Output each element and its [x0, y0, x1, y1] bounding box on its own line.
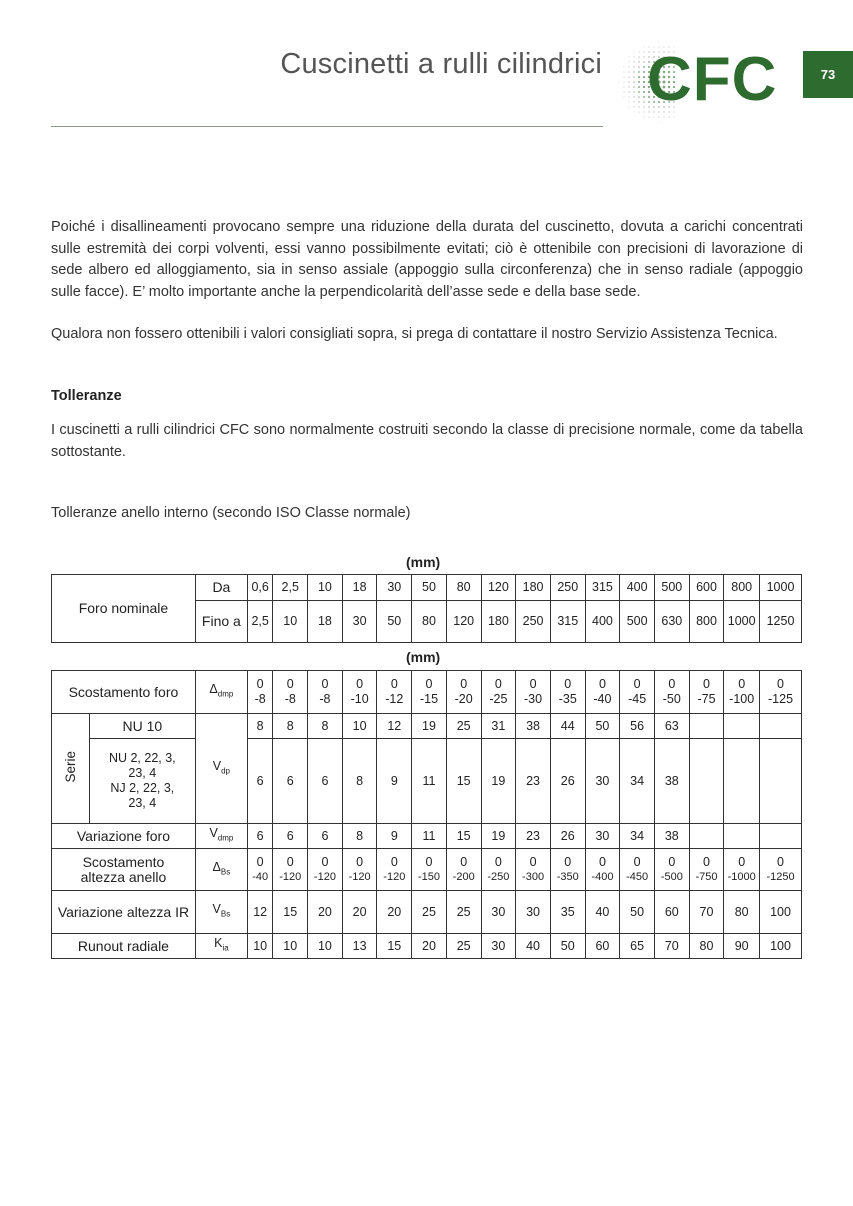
variazione-foro-cell: 19: [481, 824, 516, 849]
nu10-value-cell: 10: [342, 714, 377, 739]
nu10-value-cell: 56: [620, 714, 655, 739]
nu10-value-cell: 19: [412, 714, 447, 739]
variazione-altezza-cell: 30: [481, 891, 516, 934]
runout-radiale-cell: 10: [308, 934, 343, 959]
variazione-foro-cell: 6: [273, 824, 308, 849]
serie-other-value-cell: 6: [273, 739, 308, 824]
serie-cell: [52, 714, 90, 824]
foro-da-cell: 315: [585, 575, 620, 601]
nu10-value-cell: 25: [446, 714, 481, 739]
foro-fino-cell: 18: [308, 601, 343, 643]
serie-label: Serie: [62, 750, 78, 783]
foro-da-cell: 0,6: [247, 575, 273, 601]
scostamento-altezza-cell: 0 -1000: [724, 849, 760, 891]
nu10-value-cell: 38: [516, 714, 551, 739]
serie-other-value-cell: [689, 739, 724, 824]
nu10-value-cell: 31: [481, 714, 516, 739]
delta-dmp-symbol: $\Delta_{dmp}$: [195, 671, 247, 714]
runout-radiale-cell: 25: [446, 934, 481, 959]
serie-other-label: NU 2, 22, 3, 23, 4 NJ 2, 22, 3, 23, 4: [89, 739, 195, 824]
scostamento-foro-cell: 0 -35: [550, 671, 585, 714]
nu10-value-cell: 12: [377, 714, 412, 739]
foro-fino-cell: 30: [342, 601, 377, 643]
variazione-foro-cell: 8: [342, 824, 377, 849]
scostamento-altezza-cell: 0 -40: [247, 849, 273, 891]
scostamento-altezza-cell: 0 -150: [412, 849, 447, 891]
foro-da-cell: 50: [412, 575, 447, 601]
runout-radiale-cell: 10: [247, 934, 273, 959]
foro-fino-cell: 800: [689, 601, 724, 643]
scostamento-foro-cell: 0 -8: [273, 671, 308, 714]
variazione-altezza-cell: 20: [342, 891, 377, 934]
runout-radiale-cell: 40: [516, 934, 551, 959]
serie-other-value-cell: 30: [585, 739, 620, 824]
foro-fino-cell: 250: [516, 601, 551, 643]
scostamento-foro-cell: 0 -8: [247, 671, 273, 714]
scostamento-foro-cell: 0 -10: [342, 671, 377, 714]
scostamento-foro-cell: 0 -125: [760, 671, 802, 714]
fino-label: Fino a: [195, 601, 247, 643]
nu10-label: NU 10: [89, 714, 195, 739]
intro-paragraph-1: Poiché i disallineamenti provocano sempre una riduzione della durata del cuscinetto, dovuta a carichi concentrati sulle estremità dei corpi volventi, essi vanno possibilmente evitati; ciò è ottenibile con precisioni di lavorazione di sede albero ed alloggiamento, sia in senso assiale (appoggio sulla circonferenza) che in senso radiale (appoggio sulle facce). E’ molto importante anche la perpendicolarità dell’asse sede e della base sede.: [51, 219, 803, 300]
scostamento-altezza-cell: 0 -750: [689, 849, 724, 891]
scostamento-foro-cell: 0 -30: [516, 671, 551, 714]
serie-other-value-cell: [724, 739, 760, 824]
foro-fino-cell: 315: [550, 601, 585, 643]
variazione-altezza-cell: 25: [446, 891, 481, 934]
header-divider: [51, 126, 603, 127]
scostamento-altezza-label: Scostamento altezza anello: [52, 849, 196, 891]
foro-fino-cell: 180: [481, 601, 516, 643]
variazione-foro-cell: [724, 824, 760, 849]
runout-radiale-cell: 100: [760, 934, 802, 959]
tolleranze-paragraph: I cuscinetti a rulli cilindrici CFC sono normalmente costruiti secondo la classe di precisione normale, come da tabella sottostante.: [51, 422, 803, 460]
variazione-altezza-cell: 15: [273, 891, 308, 934]
variazione-altezza-label: Variazione altezza IR: [52, 891, 196, 934]
serie-other-value-cell: 15: [446, 739, 481, 824]
v-dp-symbol: $V_{dp}$: [195, 714, 247, 824]
nu10-value-cell: 63: [654, 714, 689, 739]
variazione-altezza-cell: 25: [412, 891, 447, 934]
variazione-foro-cell: [689, 824, 724, 849]
table-caption: Tolleranze anello interno (secondo ISO Classe normale): [51, 505, 411, 521]
serie-other-value-cell: 23: [516, 739, 551, 824]
nu10-value-cell: [760, 714, 802, 739]
scostamento-foro-cell: 0 -45: [620, 671, 655, 714]
scostamento-foro-cell: 0 -40: [585, 671, 620, 714]
runout-radiale-cell: 80: [689, 934, 724, 959]
scostamento-altezza-cell: 0 -1250: [760, 849, 802, 891]
nu10-value-cell: [724, 714, 760, 739]
serie-other-value-cell: 11: [412, 739, 447, 824]
scostamento-altezza-cell: 0 -250: [481, 849, 516, 891]
foro-da-cell: 120: [481, 575, 516, 601]
foro-da-cell: 400: [620, 575, 655, 601]
da-label: Da: [195, 575, 247, 601]
section-heading: Tolleranze: [51, 388, 122, 404]
runout-radiale-label: Runout radiale: [52, 934, 196, 959]
brand-logo-text: CFC: [647, 45, 778, 114]
foro-da-cell: 1000: [760, 575, 802, 601]
variazione-foro-cell: 9: [377, 824, 412, 849]
foro-nominale-label: Foro nominale: [52, 575, 196, 643]
foro-fino-cell: 1250: [760, 601, 802, 643]
runout-radiale-cell: 10: [273, 934, 308, 959]
scostamento-altezza-cell: 0 -200: [446, 849, 481, 891]
foro-da-cell: 600: [689, 575, 724, 601]
variazione-altezza-cell: 30: [516, 891, 551, 934]
nu10-value-cell: 8: [273, 714, 308, 739]
variazione-altezza-cell: 70: [689, 891, 724, 934]
foro-da-cell: 500: [654, 575, 689, 601]
foro-da-cell: 30: [377, 575, 412, 601]
foro-fino-cell: 120: [446, 601, 481, 643]
scostamento-foro-cell: 0 -75: [689, 671, 724, 714]
foro-fino-cell: 630: [654, 601, 689, 643]
variazione-altezza-cell: 60: [654, 891, 689, 934]
scostamento-altezza-cell: 0 -120: [342, 849, 377, 891]
foro-da-cell: 2,5: [273, 575, 308, 601]
runout-radiale-cell: 50: [550, 934, 585, 959]
foro-nominale-table: [51, 574, 802, 643]
variazione-foro-cell: 11: [412, 824, 447, 849]
variazione-foro-label: Variazione foro: [52, 824, 196, 849]
variazione-foro-cell: 38: [654, 824, 689, 849]
foro-fino-cell: 50: [377, 601, 412, 643]
intro-paragraph-2: Qualora non fossero ottenibili i valori consigliati sopra, si prega di contattare il nostro Servizio Assistenza Tecnica.: [51, 326, 778, 342]
nu10-value-cell: 50: [585, 714, 620, 739]
foro-da-cell: 800: [724, 575, 760, 601]
scostamento-altezza-cell: 0 -400: [585, 849, 620, 891]
serie-other-value-cell: 34: [620, 739, 655, 824]
serie-other-value-cell: 19: [481, 739, 516, 824]
v-bs-symbol: $V_{Bs}$: [195, 891, 247, 934]
foro-fino-cell: 1000: [724, 601, 760, 643]
foro-da-cell: 180: [516, 575, 551, 601]
foro-da-cell: 250: [550, 575, 585, 601]
foro-da-cell: 18: [342, 575, 377, 601]
foro-fino-cell: 500: [620, 601, 655, 643]
scostamento-foro-cell: 0 -12: [377, 671, 412, 714]
variazione-foro-cell: 26: [550, 824, 585, 849]
variazione-altezza-cell: 12: [247, 891, 273, 934]
runout-radiale-cell: 70: [654, 934, 689, 959]
variazione-altezza-cell: 80: [724, 891, 760, 934]
variazione-foro-cell: 6: [247, 824, 273, 849]
nu10-value-cell: 8: [308, 714, 343, 739]
foro-da-cell: 80: [446, 575, 481, 601]
scostamento-altezza-cell: 0 -500: [654, 849, 689, 891]
scostamento-altezza-cell: 0 -120: [308, 849, 343, 891]
foro-fino-cell: 400: [585, 601, 620, 643]
serie-other-value-cell: 26: [550, 739, 585, 824]
runout-radiale-cell: 20: [412, 934, 447, 959]
scostamento-foro-cell: 0 -25: [481, 671, 516, 714]
runout-radiale-cell: 65: [620, 934, 655, 959]
variazione-altezza-cell: 50: [620, 891, 655, 934]
variazione-foro-cell: 15: [446, 824, 481, 849]
nu10-value-cell: 44: [550, 714, 585, 739]
scostamento-foro-cell: 0 -20: [446, 671, 481, 714]
runout-radiale-cell: 13: [342, 934, 377, 959]
serie-other-value-cell: [760, 739, 802, 824]
serie-other-value-cell: 6: [308, 739, 343, 824]
runout-radiale-cell: 60: [585, 934, 620, 959]
v-dmp-symbol: $V_{dmp}$: [195, 824, 247, 849]
scostamento-altezza-cell: 0 -350: [550, 849, 585, 891]
serie-other-value-cell: 8: [342, 739, 377, 824]
variazione-altezza-cell: 20: [308, 891, 343, 934]
foro-fino-cell: 10: [273, 601, 308, 643]
variazione-foro-cell: 34: [620, 824, 655, 849]
scostamento-foro-label: Scostamento foro: [52, 671, 196, 714]
cfc-logo: [617, 30, 797, 134]
variazione-altezza-cell: 20: [377, 891, 412, 934]
foro-fino-cell: 80: [412, 601, 447, 643]
scostamento-foro-cell: 0 -15: [412, 671, 447, 714]
scostamento-altezza-cell: 0 -450: [620, 849, 655, 891]
runout-radiale-cell: 15: [377, 934, 412, 959]
scostamento-altezza-cell: 0 -300: [516, 849, 551, 891]
scostamento-foro-cell: 0 -50: [654, 671, 689, 714]
nu10-value-cell: [689, 714, 724, 739]
variazione-foro-cell: 30: [585, 824, 620, 849]
runout-radiale-cell: 30: [481, 934, 516, 959]
runout-radiale-cell: 90: [724, 934, 760, 959]
scostamento-altezza-cell: 0 -120: [273, 849, 308, 891]
nu10-value-cell: 8: [247, 714, 273, 739]
serie-other-value-cell: 6: [247, 739, 273, 824]
unit-label: (mm): [406, 649, 441, 665]
page-title: Cuscinetti a rulli cilindrici: [280, 48, 602, 80]
foro-fino-cell: 2,5: [247, 601, 273, 643]
scostamento-altezza-cell: 0 -120: [377, 849, 412, 891]
variazione-foro-cell: 6: [308, 824, 343, 849]
k-ia-symbol: $K_{ia}$: [195, 934, 247, 959]
serie-other-value-cell: 9: [377, 739, 412, 824]
scostamento-foro-cell: 0 -100: [724, 671, 760, 714]
variazione-foro-cell: [760, 824, 802, 849]
delta-bs-symbol: $\Delta_{Bs}$: [195, 849, 247, 891]
variazione-altezza-cell: 100: [760, 891, 802, 934]
page-number: 73: [803, 51, 853, 98]
foro-da-cell: 10: [308, 575, 343, 601]
unit-label: (mm): [406, 554, 441, 570]
serie-other-value-cell: 38: [654, 739, 689, 824]
variazione-foro-cell: 23: [516, 824, 551, 849]
scostamento-foro-cell: 0 -8: [308, 671, 343, 714]
variazione-altezza-cell: 35: [550, 891, 585, 934]
variazione-altezza-cell: 40: [585, 891, 620, 934]
tolleranze-table: [51, 670, 802, 959]
